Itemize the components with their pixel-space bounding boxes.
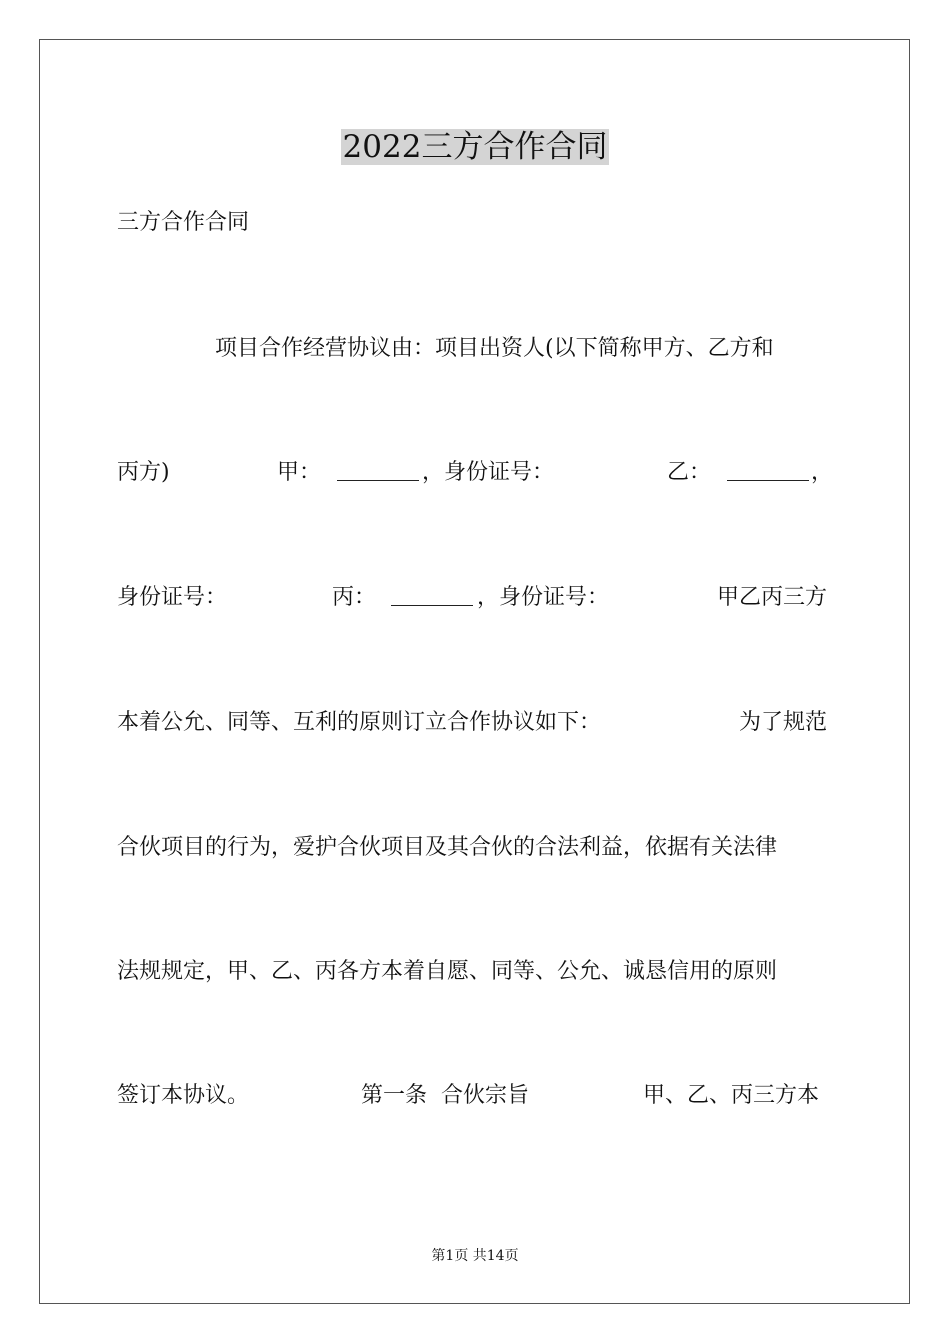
line-7-text-a: 签订本协议。 bbox=[117, 1083, 250, 1108]
party-a-label: 甲： bbox=[277, 460, 322, 485]
party-a-blank bbox=[337, 458, 419, 481]
page-footer: 第1页 共14页 bbox=[431, 1248, 519, 1264]
article-1-heading: 第一条 合伙宗旨 bbox=[361, 1083, 529, 1108]
party-c-blank bbox=[391, 583, 473, 606]
id-number-label-3: ，身份证号： bbox=[477, 585, 610, 610]
party-b-label: 乙： bbox=[667, 460, 712, 485]
document-subtitle: 三方合作合同 bbox=[117, 210, 250, 235]
id-number-label-1: ，身份证号： bbox=[422, 460, 555, 485]
line-4-text-b: 为了规范 bbox=[739, 710, 828, 735]
party-c-label: 丙： bbox=[332, 585, 377, 610]
line-1-text: 项目合作经营协议由：项目出资人(以下简称甲方、乙方和 bbox=[215, 336, 774, 361]
document-title bbox=[0, 126, 950, 168]
line-6-text: 法规规定，甲、乙、丙各方本着自愿、同等、公允、诚恳信用的原则 bbox=[117, 959, 778, 984]
line-3-text-end: 甲乙丙三方 bbox=[717, 585, 828, 610]
id-number-label-2: 身份证号： bbox=[117, 585, 228, 610]
comma-1: ， bbox=[811, 460, 834, 485]
line-2-text-a: 丙方) bbox=[117, 460, 170, 485]
line-5-text: 合伙项目的行为，爱护合伙项目及其合伙的合法利益，依据有关法律 bbox=[117, 835, 778, 860]
line-4-text-a: 本着公允、同等、互利的原则订立合作协议如下： bbox=[117, 710, 602, 735]
document-title-text: 2022三方合作合同 bbox=[342, 129, 608, 165]
line-7-text-c: 甲、乙、丙三方本 bbox=[643, 1083, 820, 1108]
party-b-blank bbox=[727, 458, 809, 481]
